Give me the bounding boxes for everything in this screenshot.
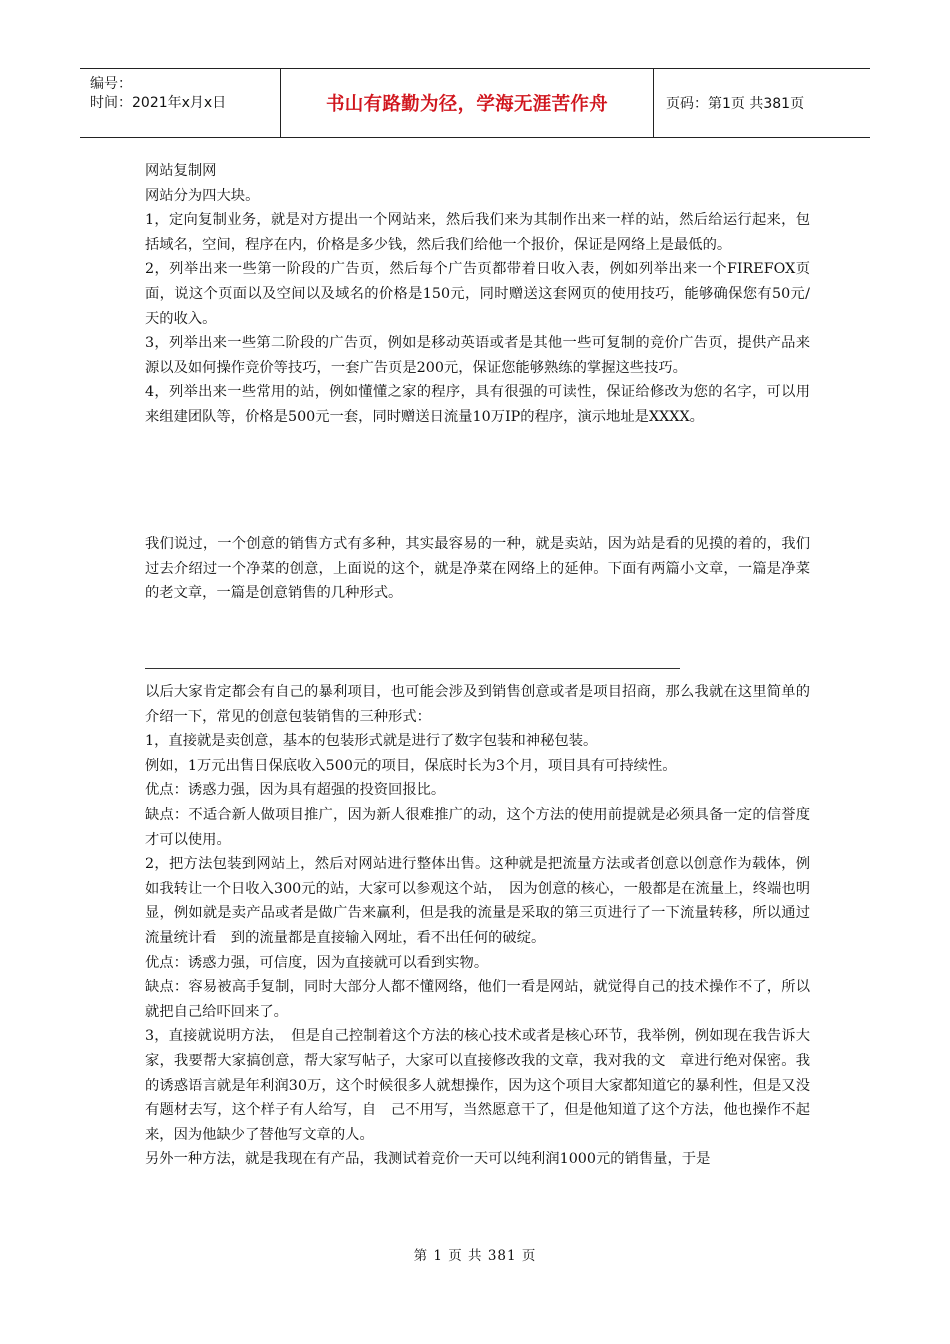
paragraph: 3，列举出来一些第二阶段的广告页，例如是移动英语或者是其他一些可复制的竞价广告页，提供产品来源以及如何操作竞价等技巧，一套广告页是200元，保证您能够熟练的掌握这些技巧。 [145,335,810,376]
paragraph: 1，直接就是卖创意，基本的包装形式就是进行了数字包装和神秘包装。 [145,733,598,750]
paragraph: 网站复制网 [145,163,217,179]
header-meta [80,69,281,137]
paragraph: 我们说过，一个创意的销售方式有多种，其实最容易的一种，就是卖站，因为站是看的见摸的着的，我们过去介绍过一个净菜的创意，上面说的这个，就是净菜在网络上的延伸。下面有两篇小文章，一篇是净菜的老文章，一篇是创意销售的几种形式。 [145,536,810,602]
section-sales-forms [145,680,810,1172]
paragraph: 优点：诱惑力强，因为具有超强的投资回报比。 [145,782,446,799]
paragraph: 缺点：容易被高手复制，同时大部分人都不懂网络，他们一看是网站，就觉得自己的技术操作不了，所以就把自己给吓回来了。 [145,979,810,1020]
horizontal-divider [145,668,680,669]
document-number-label: 编号： [90,76,132,92]
paragraph: 4，列举出来一些常用的站，例如懂懂之家的程序，具有很强的可读性，保证给修改为您的名字，可以用来组建团队等，价格是500元一套，同时赠送日流量10万IP的程序，演示地址是XXXX。 [145,384,810,425]
paragraph: 2，把方法包装到网站上，然后对网站进行整体出售。这种就是把流量方法或者创意以创意作为载体，例如我转让一个日收入300元的站，大家可以参观这个站， 因为创意的核心，一般都是在流量上，终端也明显，例如就是卖产品或者是做广告来赢利，但是我的流量是采取的第三页进行了一下流量转移，所以通过流量统计看 到的流量都是直接输入网址，看不出任何的破绽。 [145,856,810,946]
header-page-number: 页码：第1页 共381页 [666,96,805,112]
paragraph: 以后大家肯定都会有自己的暴利项目，也可能会涉及到销售创意或者是项目招商，那么我就在这里简单的介绍一下，常见的创意包装销售的三种形式： [145,684,810,725]
document-date: 时间：2021年x月x日 [90,95,227,111]
page-footer: 第 1 页 共 381 页 [413,1248,537,1264]
paragraph: 3，直接就说明方法， 但是自己控制着这个方法的核心技术或者是核心环节，我举例，例如现在我告诉大家，我要帮大家搞创意，帮大家写帖子，大家可以直接修改我的文章，我对我的文 章进行绝对保密。我的诱惑语言就是年利润30万，这个时候很多人就想操作，因为这个项目大家都知道它的暴利性，但是又没有题材去写，这个样子有人给写，自 己不用写，当然愿意干了，但是他知道了这个方法，他也操作不起来，因为他缺少了替他写文章的人。 [145,1028,810,1143]
paragraph: 例如，1万元出售日保底收入500元的项目，保底时长为3个月，项目具有可持续性。 [145,757,677,774]
header-motto: 书山有路勤为径，学海无涯苦作舟 [281,69,654,137]
paragraph: 网站分为四大块。 [145,187,260,204]
paragraph: 缺点：不适合新人做项目推广，因为新人很难推广的动，这个方法的使用前提就是必须具备一定的信誉度才可以使用。 [145,806,810,848]
section-intro [145,532,810,606]
document-header [80,68,870,138]
section-website-copy [145,159,810,430]
paragraph: 2，列举出来一些第一阶段的广告页，然后每个广告页都带着日收入表，例如列举出来一个FIREFOX页面，说这个页面以及空间以及域名的价格是150元，同时赠送这套网页的使用技巧，能够确保您有50元/天的收入。 [145,261,810,327]
paragraph: 另外一种方法，就是我现在有产品，我测试着竞价一天可以纯利润1000元的销售量，于是 [145,1151,711,1168]
paragraph: 优点：诱惑力强，可信度，因为直接就可以看到实物。 [145,954,489,971]
paragraph: 1，定向复制业务，就是对方提出一个网站来，然后我们来为其制作出来一样的站，然后给运行起来，包括域名，空间，程序在内，价格是多少钱，然后我们给他一个报价，保证是网络上是最低的。 [145,212,810,253]
